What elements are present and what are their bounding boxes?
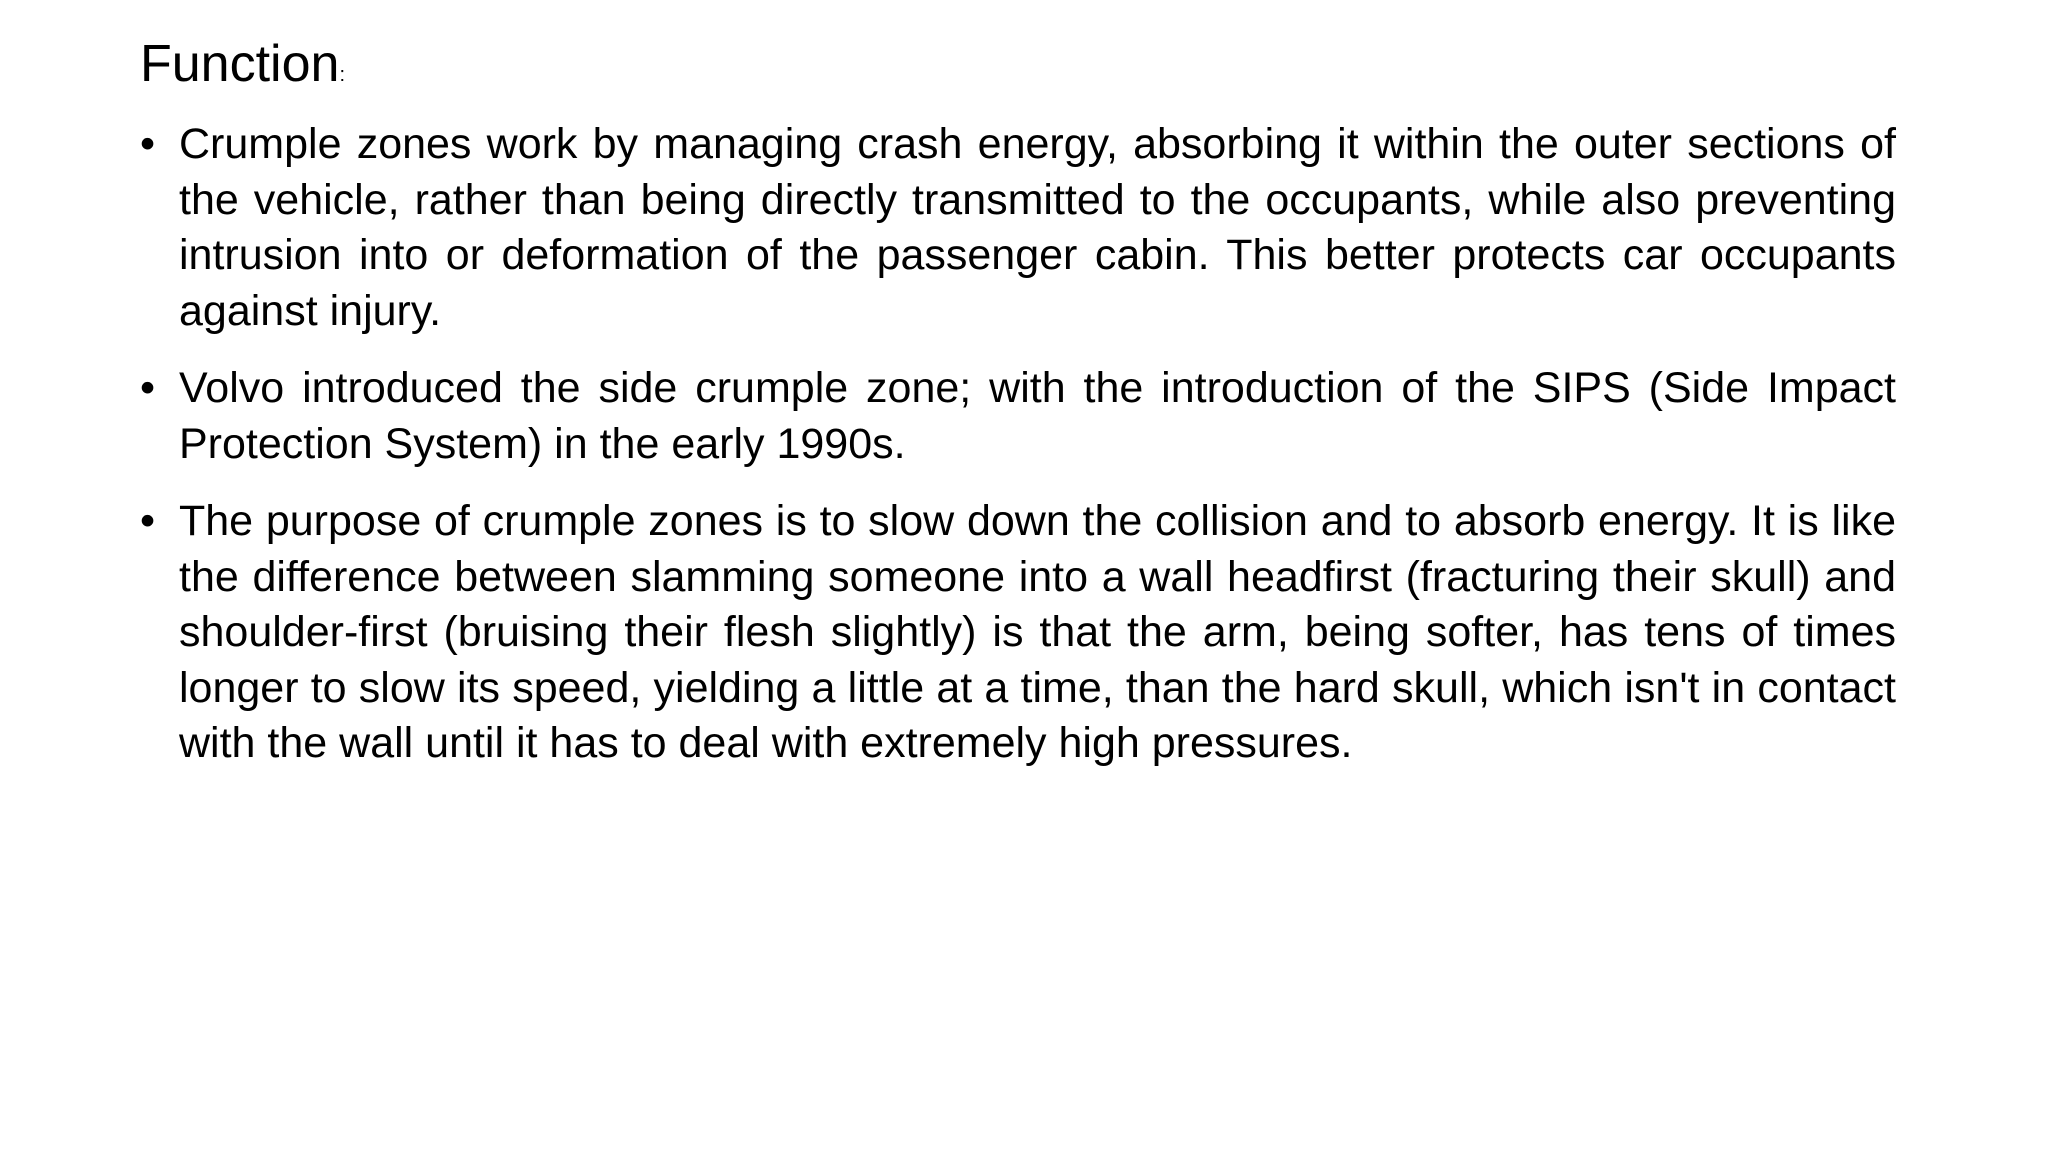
bullet-dot-icon: • [140, 364, 156, 412]
slide-title-text: Function [140, 35, 340, 93]
bullet-item-purpose [140, 494, 1896, 772]
bullet-dot-icon: • [140, 497, 156, 545]
bullet-text: Crumple zones work by managing crash energy, absorbing it within the outer sections of the vehicle, rather than being directly transmitted to the occupants, while also preventing intrusion into or deformation of the passenger cabin. This better protects car occupants against injury. [179, 120, 1896, 335]
bullet-text: The purpose of crumple zones is to slow down the collision and to absorb energy. It is like the difference between slamming someone into a wall headfirst (fracturing their skull) and shoulder-first (bruising their flesh slightly) is that the arm, being softer, has tens of times longer to slow its speed, yielding a little at a time, than the hard skull, which isn't in contact with the wall until it has to deal with extremely high pressures. [179, 497, 1896, 767]
bullet-item-crumple-energy [140, 117, 1896, 339]
slide-title-colon: : [339, 64, 346, 86]
slide-title [140, 30, 345, 98]
bullet-list [140, 117, 1896, 794]
bullet-dot-icon: • [140, 120, 156, 168]
bullet-text: Volvo introduced the side crumple zone; with the introduction of the SIPS (Side Impact Protection System) in the early 1990s. [179, 364, 1896, 468]
bullet-item-volvo-sips [140, 361, 1896, 472]
